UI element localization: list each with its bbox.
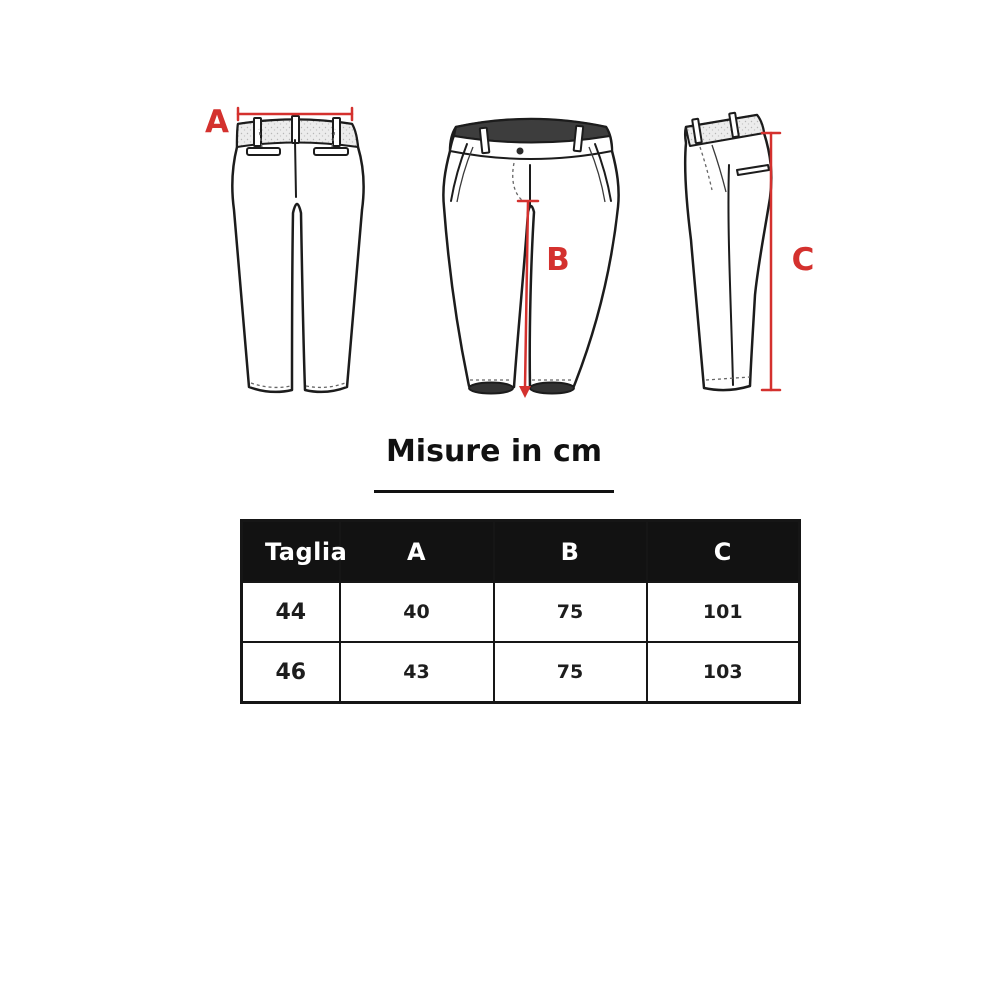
size-cell: 44 [242, 582, 340, 642]
header-c: C [647, 521, 800, 583]
leg-opening [530, 383, 574, 394]
size-cell: 46 [242, 642, 340, 703]
value-cell: 103 [647, 642, 800, 703]
pants-side-view [685, 113, 814, 390]
value-cell: 101 [647, 582, 800, 642]
pants-back-view [205, 104, 364, 392]
size-table [240, 519, 801, 704]
leg-opening [469, 383, 513, 394]
title-underline [374, 490, 614, 493]
belt-loop [574, 126, 584, 152]
belt-loop [254, 118, 261, 146]
waistband-button [517, 148, 524, 155]
header-a: A [340, 521, 494, 583]
belt-loop [333, 118, 340, 146]
table-row [242, 642, 800, 703]
measure-label-c: C [791, 242, 815, 278]
pants-technical-drawings [0, 0, 1000, 450]
page-title: Misure in cm [385, 434, 603, 469]
value-cell: 40 [340, 582, 494, 642]
back-pocket-welt [247, 148, 280, 155]
back-silhouette [232, 120, 363, 392]
value-cell: 75 [494, 642, 647, 703]
title-block [194, 433, 794, 493]
belt-loop [292, 116, 299, 143]
center-back-seam [295, 140, 296, 197]
pants-front-view [443, 119, 618, 398]
header-b: B [494, 521, 647, 583]
header-taglia: Taglia [242, 521, 340, 583]
measure-label-a: A [205, 104, 229, 140]
table-header-row [242, 521, 800, 583]
value-cell: 75 [494, 582, 647, 642]
belt-loop [480, 128, 490, 154]
value-cell: 43 [340, 642, 494, 703]
table-row [242, 582, 800, 642]
measure-label-b: B [546, 242, 570, 278]
back-pocket-welt [314, 148, 348, 155]
